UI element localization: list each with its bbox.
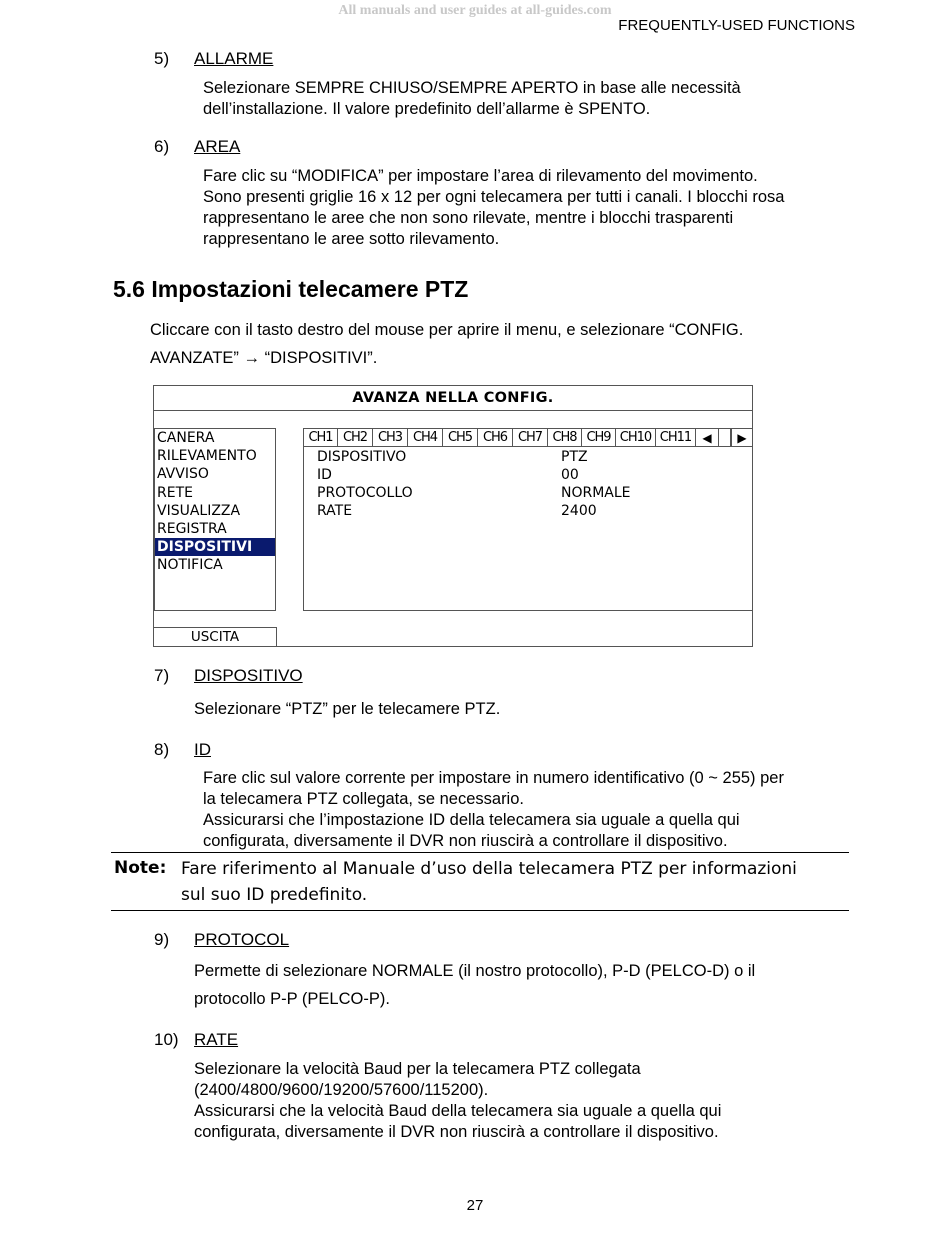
config-menu: [154, 428, 276, 611]
tab-ch3[interactable]: CH3: [373, 429, 408, 447]
tab-ch2[interactable]: CH2: [338, 429, 373, 447]
page-header: FREQUENTLY-USED FUNCTIONS: [618, 17, 855, 34]
menu-item-notifica[interactable]: NOTIFICA: [157, 557, 223, 574]
tab-ch10[interactable]: CH10: [616, 429, 656, 447]
advanced-config-dialog: [153, 385, 753, 647]
tab-spacer: [719, 429, 731, 447]
device-panel: [303, 428, 753, 611]
item-number: 5): [154, 49, 170, 68]
item-title-dispositivo: DISPOSITIVO: [194, 666, 303, 685]
tab-ch8[interactable]: CH8: [548, 429, 582, 447]
field-value-dispositivo[interactable]: PTZ: [561, 449, 588, 465]
section-intro: Cliccare con il tasto destro del mouse per aprire il menu, e selezionare “CONFIG. AVANZATE” → “DISPOSITIVI”.: [150, 321, 744, 367]
item-text-rate: Selezionare la velocità Baud per la telecamera PTZ collegata (2400/4800/9600/19200/57600/115200). Assicurarsi che la velocità Baud della telecamera sia uguale a quella qui configurata, diversamente il DVR non riuscirà a controllare il dispositivo.: [194, 1060, 722, 1141]
item-number: 10): [154, 1030, 179, 1049]
tab-ch11[interactable]: CH11: [656, 429, 696, 447]
item-title-protocol: PROTOCOL: [194, 930, 290, 949]
menu-item-registra[interactable]: REGISTRA: [157, 520, 227, 537]
field-label-dispositivo: DISPOSITIVO: [317, 449, 407, 465]
exit-button[interactable]: USCITA: [154, 627, 277, 646]
note-top-rule: [111, 852, 849, 853]
item-number: 8): [154, 740, 170, 759]
tab-ch9[interactable]: CH9: [582, 429, 616, 447]
item-text-dispositivo: Selezionare “PTZ” per le telecamere PTZ.: [194, 700, 501, 718]
note-label: Note:: [114, 858, 167, 878]
item-text-allarme: Selezionare SEMPRE CHIUSO/SEMPRE APERTO in base alle necessità dell’installazione. Il valore predefinito dell’allarme è SPENTO.: [203, 79, 741, 118]
item-number: 6): [154, 137, 170, 156]
watermark: All manuals and user guides at all-guides.com: [338, 3, 612, 18]
field-value-rate[interactable]: 2400: [561, 503, 597, 519]
menu-item-rete[interactable]: RETE: [157, 484, 193, 501]
menu-item-avviso[interactable]: AVVISO: [157, 466, 209, 483]
item-number: 7): [154, 666, 170, 685]
section-title: 5.6 Impostazioni telecamere PTZ: [113, 276, 469, 302]
dialog-title: AVANZA NELLA CONFIG.: [154, 386, 752, 411]
field-label-protocollo: PROTOCOLLO: [317, 485, 413, 501]
next-channel-arrow-icon[interactable]: ▶: [731, 429, 753, 447]
item-title-id: ID: [194, 740, 211, 759]
item-text-protocol: Permette di selezionare NORMALE (il nostro protocollo), P-D (PELCO-D) o il protocollo P-P (PELCO-P).: [194, 962, 756, 1008]
page-number: 27: [466, 1197, 484, 1214]
tab-ch1[interactable]: CH1: [304, 429, 338, 447]
tab-ch4[interactable]: CH4: [408, 429, 443, 447]
item-text-id: Fare clic sul valore corrente per impostare in numero identificativo (0 ~ 255) per la telecamera PTZ collegata, se necessario. Assicurarsi che l’impostazione ID della telecamera sia uguale a quella qui configurata, diversamente il DVR non riuscirà a controllare il dispositivo.: [203, 769, 784, 850]
menu-item-dispositivi[interactable]: DISPOSITIVI: [155, 538, 275, 556]
channel-tabs: [304, 429, 753, 447]
item-text-area: Fare clic su “MODIFICA” per impostare l’area di rilevamento del movimento. Sono presenti griglie 16 x 12 per ogni telecamera per tutti i canali. I blocchi rosa rappresentano le aree che non sono rilevate, mentre i blocchi trasparenti rappresentano le aree sotto rilevamento.: [203, 167, 785, 248]
prev-channel-arrow-icon[interactable]: ◀: [696, 429, 719, 447]
field-label-rate: RATE: [317, 503, 353, 519]
field-value-protocollo[interactable]: NORMALE: [561, 485, 631, 501]
tab-ch6[interactable]: CH6: [478, 429, 513, 447]
item-title-allarme: ALLARME: [194, 49, 274, 68]
field-label-id: ID: [317, 467, 332, 483]
item-title-area: AREA: [194, 137, 241, 156]
menu-item-visualizza[interactable]: VISUALIZZA: [157, 502, 241, 519]
tab-ch5[interactable]: CH5: [443, 429, 478, 447]
note-text: Fare riferimento al Manuale d’uso della telecamera PTZ per informazioni sul suo ID predefinito.: [181, 859, 797, 905]
note-bottom-rule: [111, 910, 849, 911]
menu-item-canera[interactable]: CANERA: [157, 430, 215, 446]
field-value-id[interactable]: 00: [561, 467, 579, 483]
menu-item-rilevamento[interactable]: RILEVAMENTO: [157, 448, 257, 465]
item-title-rate: RATE: [194, 1030, 239, 1049]
item-number: 9): [154, 930, 170, 949]
tab-ch7[interactable]: CH7: [513, 429, 548, 447]
